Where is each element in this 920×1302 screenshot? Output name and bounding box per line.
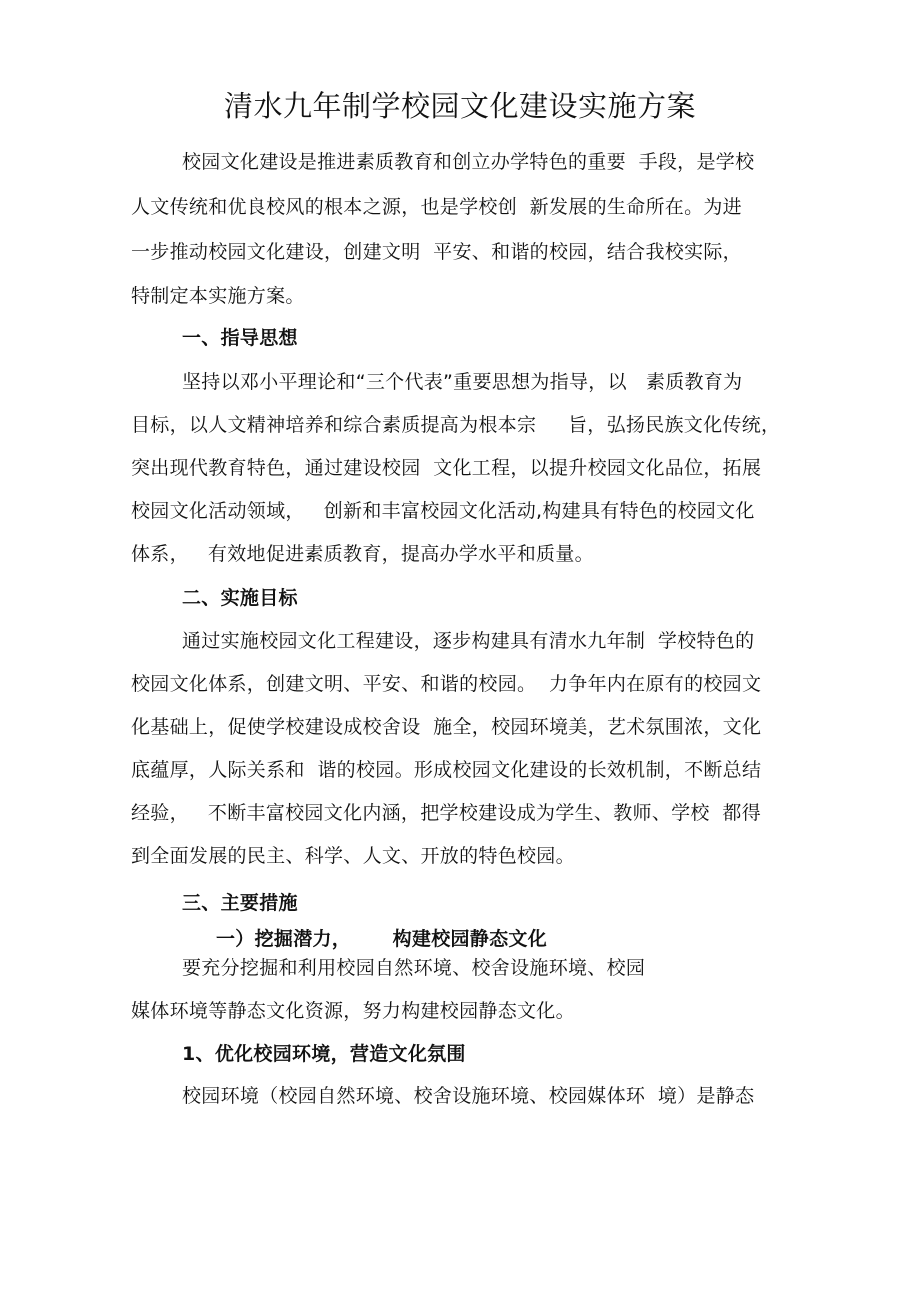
intro-line-1: 校园文化建设是推进素质教育和创立办学特色的重要 手段，是学校 <box>182 151 755 173</box>
section3-line-1: 要充分挖掘和利用校园自然环境、校舍设施环境、校园 <box>182 957 646 979</box>
section1-line-4: 校园文化活动领域， 创新和丰富校园文化活动,构建具有特色的校园文化 <box>131 500 755 522</box>
section1-line-3: 突出现代教育特色，通过建设校园 文化工程，以提升校园文化品位，拓展 <box>131 457 762 479</box>
section1-line-1: 坚持以邓小平理论和“三个代表”重要思想为指导，以 素质教育为 <box>182 371 743 393</box>
document-title: 清水九年制学校园文化建设实施方案 <box>223 89 696 123</box>
section2-line-1: 通过实施校园文化工程建设，逐步构建具有清水九年制 学校特色的 <box>182 630 755 652</box>
section2-line-3: 化基础上，促使学校建设成校舍设 施全，校园环境美，艺术氛围浓，文化 <box>131 716 762 738</box>
section2-line-4: 底蕴厚，人际关系和 谐的校园。形成校园文化建设的长效机制，不断总结 <box>131 759 762 781</box>
section-heading-guiding-thought: 一、指导思想 <box>182 327 298 349</box>
section2-line-2: 校园文化体系，创建文明、平安、和谐的校园。 力争年内在原有的校园文 <box>131 673 762 695</box>
section1-line-2: 目标，以人文精神培养和综合素质提高为根本宗 旨，弘扬民族文化传统， <box>131 414 781 436</box>
intro-line-4: 特制定本实施方案。 <box>131 285 305 307</box>
intro-line-3: 一步推动校园文化建设，创建文明 平安、和谐的校园，结合我校实际， <box>131 241 742 263</box>
item-heading-optimize-environment: 1、优化校园环境，营造文化氛围 <box>182 1043 466 1065</box>
section3-line-2: 媒体环境等静态文化资源，努力构建校园静态文化。 <box>131 1000 575 1022</box>
section3-item1-line-1: 校园环境（校园自然环境、校舍设施环境、校园媒体环 境）是静态 <box>182 1085 755 1107</box>
section1-line-5: 体系， 有效地促进素质教育，提高办学水平和质量。 <box>131 543 594 565</box>
section2-line-6: 到全面发展的民主、科学、人文、开放的特色校园。 <box>131 845 575 867</box>
section2-line-5: 经验， 不断丰富校园文化内涵，把学校建设成为学生、教师、学校 都得 <box>131 802 761 824</box>
section-heading-measures: 三、主要措施 <box>182 892 298 914</box>
subheading-static-culture: 一）挖掘潜力， 构建校园静态文化 <box>216 928 547 950</box>
section-heading-objectives: 二、实施目标 <box>182 587 298 609</box>
intro-line-2: 人文传统和优良校风的根本之源，也是学校创 新发展的生命所在。为进 <box>131 196 742 218</box>
